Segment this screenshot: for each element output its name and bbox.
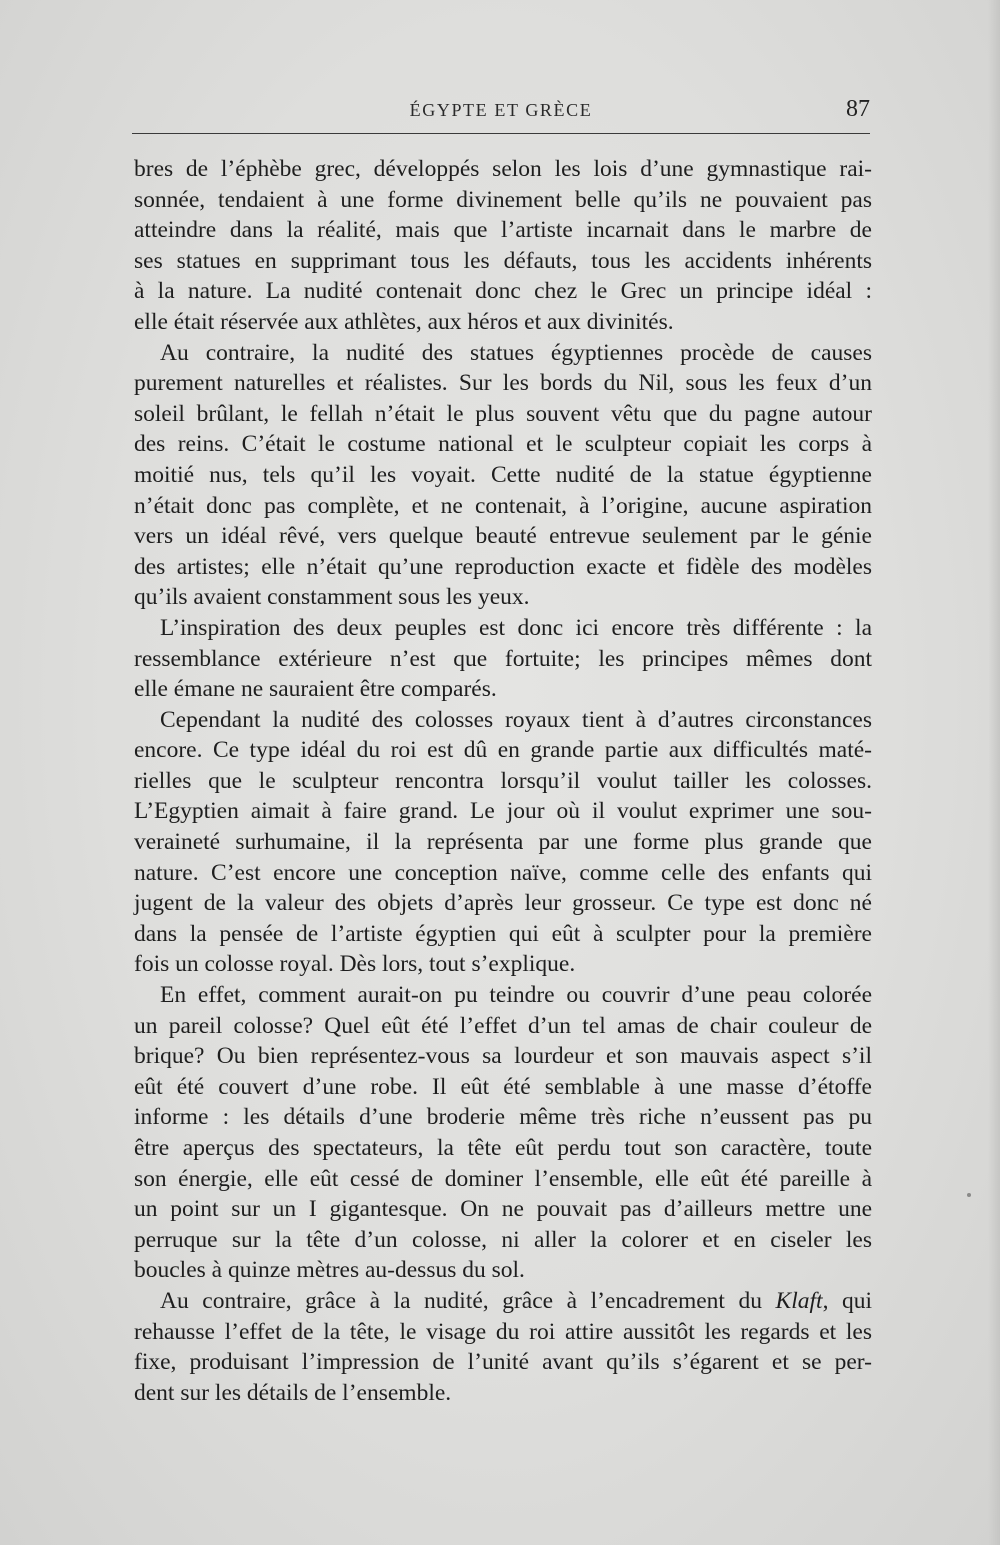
text-line: rehausse l’effet de la tête, le visage du roi attire aussitôt les regards et les: [134, 1318, 872, 1345]
page-edge-shadow: [988, 0, 1000, 1545]
text-line: Au contraire, la nudité des statues égyptiennes procède de causes: [160, 339, 872, 366]
text-line: un pareil colosse? Quel eût été l’effet d’un tel amas de chair couleur de: [134, 1012, 872, 1039]
running-title: ÉGYPTE ET GRÈCE: [409, 100, 593, 120]
text-line: nature. C’est encore une conception naïve, comme celle des enfants qui: [134, 859, 872, 886]
text-line: un point sur un I gigantesque. On ne pouvait pas d’ailleurs mettre une: [134, 1196, 872, 1223]
text-line: veraineté surhumaine, il la représenta par une forme plus grande que: [134, 829, 872, 856]
text-line: informe : les détails d’une broderie même très riche n’eussent pas pu: [134, 1104, 872, 1131]
text-line: soleil brûlant, le fellah n’était le plus souvent vêtu que du pagne autour: [134, 400, 872, 427]
text-line: L’Egyptien aimait à faire grand. Le jour où il voulut exprimer une sou-: [134, 798, 872, 825]
text-line: elle émane ne sauraient être comparés.: [134, 676, 497, 703]
text-line: fixe, produisant l’impression de l’unité avant qu’ils s’égarent et se per-: [134, 1349, 872, 1376]
text-line: atteindre dans la réalité, mais que l’artiste incarnait dans le marbre de: [134, 217, 872, 244]
scan-speck: [967, 1193, 971, 1197]
text-line: jugent de la valeur des objets d’après leur grosseur. Ce type est donc né: [134, 890, 872, 917]
page-number: 87: [846, 96, 870, 122]
text-line: qu’ils avaient constamment sous les yeux.: [134, 584, 530, 611]
text-line: ressemblance extérieure n’est que fortuite; les principes mêmes dont: [134, 645, 872, 672]
text-line: perruque sur la tête d’un colosse, ni aller la colorer et en ciseler les: [134, 1226, 872, 1253]
text-line: Cependant la nudité des colosses royaux tient à d’autres circonstances: [160, 706, 872, 733]
text-line: rielles que le sculpteur rencontra lorsqu’il voulut tailler les colosses.: [134, 767, 872, 794]
text-line: Au contraire, grâce à la nudité, grâce à l’encadrement du Klaft, qui: [160, 1287, 873, 1314]
text-line: dent sur les détails de l’ensemble.: [134, 1379, 452, 1406]
text-line: ses statues en supprimant tous les défauts, tous les accidents inhérents: [134, 247, 872, 274]
text-line: bres de l’éphèbe grec, développés selon les lois d’une gymnastique rai-: [134, 156, 872, 182]
text-line: dans la pensée de l’artiste égyptien qui eût à sculpter pour la première: [134, 920, 872, 947]
text-line: eût été couvert d’une robe. Il eût été semblable à une masse d’étoffe: [134, 1073, 872, 1100]
text-line: n’était donc pas complète, et ne contenait, à l’origine, aucune aspiration: [134, 492, 872, 519]
text-line: elle était réservée aux athlètes, aux héros et aux divinités.: [134, 308, 674, 335]
text-line: être aperçus des spectateurs, la tête eût perdu tout son caractère, toute: [134, 1135, 872, 1161]
text-line: son énergie, elle eût cessé de dominer l’ensemble, elle eût été pareille à: [134, 1165, 872, 1192]
text-line: moitié nus, tels qu’il les voyait. Cette nudité de la statue égyptienne: [134, 461, 872, 488]
text-line: encore. Ce type idéal du roi est dû en grande partie aux difficultés maté-: [134, 737, 872, 764]
text-line: En effet, comment aurait-on pu teindre ou couvrir d’une peau colorée: [160, 982, 872, 1009]
text-line: des reins. C’était le costume national et le sculpteur copiait les corps à: [134, 431, 872, 458]
text-line: sonnée, tendaient à une forme divinement belle qu’ils ne pouvaient pas: [134, 186, 872, 213]
text-line: fois un colosse royal. Dès lors, tout s’explique.: [134, 951, 576, 978]
text-line: boucles à quinze mètres au-dessus du sol.: [134, 1257, 525, 1284]
text-line: brique? Ou bien représentez-vous sa lourdeur et son mauvais aspect s’il: [134, 1043, 872, 1070]
text-line: vers un idéal rêvé, vers quelque beauté entrevue seulement par le génie: [134, 523, 872, 550]
text-line: des artistes; elle n’était qu’une reproduction exacte et fidèle des modèles: [134, 553, 872, 580]
body-text: [134, 154, 872, 1408]
header-rule: [132, 133, 870, 134]
text-line: L’inspiration des deux peuples est donc ici encore très différente : la: [160, 614, 872, 641]
text-line: purement naturelles et réalistes. Sur les bords du Nil, sous les feux d’un: [134, 370, 872, 397]
text-line: à la nature. La nudité contenait donc chez le Grec un principe idéal :: [134, 278, 872, 305]
page-header: [132, 96, 870, 132]
